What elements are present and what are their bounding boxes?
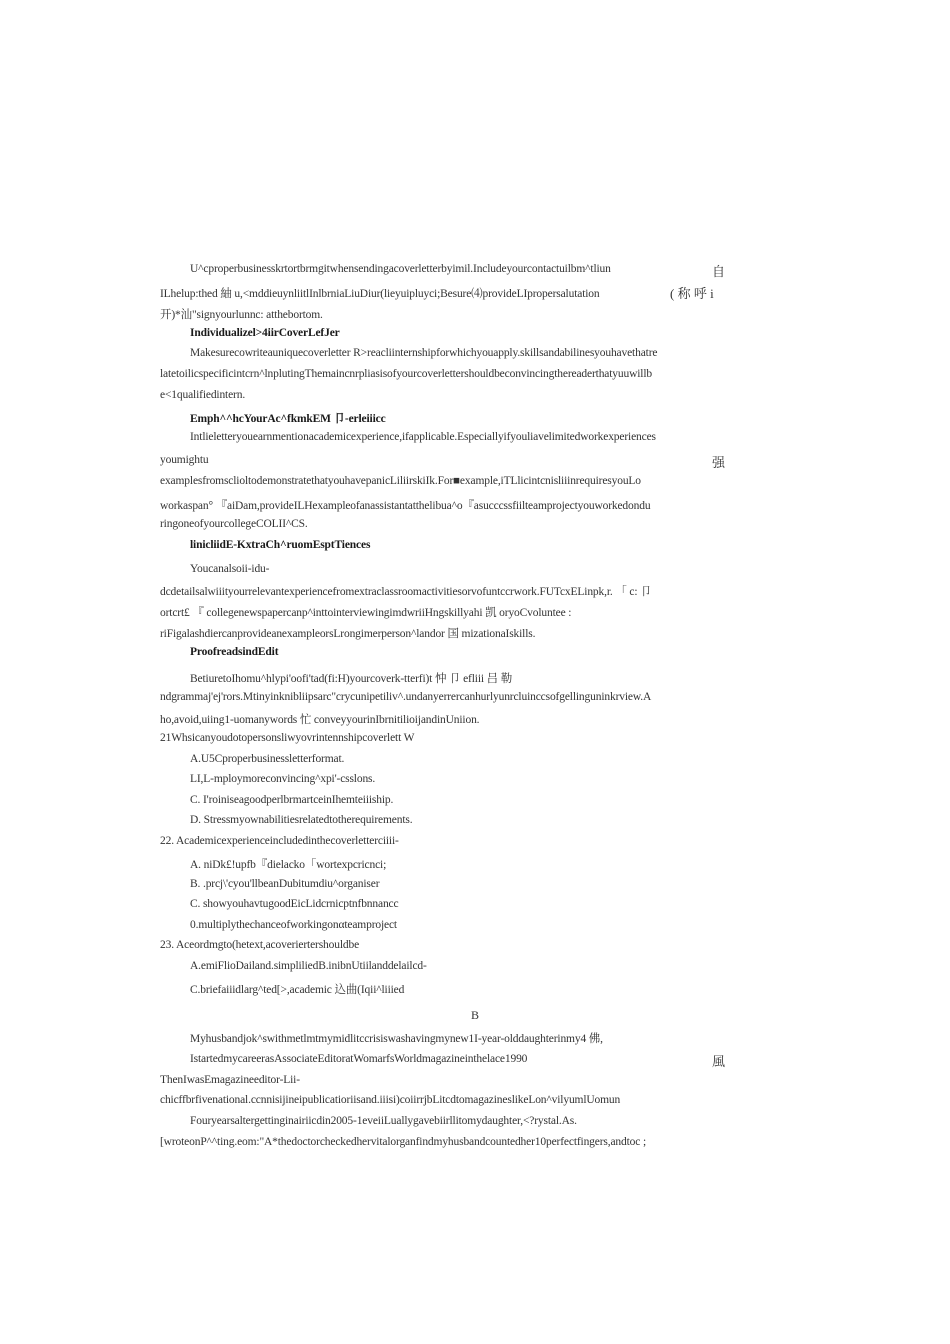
proofread-line-1: BetiuretoIhomu^hlypi'oofi'tad(fi:H)yourcoverk-tterfi)t 忡 卩 efliii 吕 勒 [190, 673, 513, 685]
passage-b-line-5: Fouryearsaltergettinginairiicdin2005-1eveiiLuallygavebiirllitomydaughter,<?rystal.As. [190, 1115, 577, 1127]
question-23-option-c: C.briefaiiidlarg^ted[>,academic 込曲(Iqii^liiied [190, 984, 405, 996]
proofread-line-3: ho,avoid,uiing1-uomanywords 忙 conveyyourinIbrnitilioijandinUniion. [160, 714, 480, 726]
question-21-option-a: A.U5Cproperbusinessletterformat. [190, 753, 345, 765]
passage-b-line-1: Myhusbandjok^swithmetlmtmymidlitccrisiswashavingmynew1I-year-olddaughterinmy4 佛, [190, 1033, 603, 1045]
individualize-line-3: e<1qualifiedintern. [160, 389, 246, 401]
question-22-stem: 22. Academicexperienceincludedinthecoverletterciiii- [160, 835, 399, 847]
emphasize-line-4: workaspan° 『aiDam,provideILHexampleofanassistantatthelibua^o『asucccssfiilteamprojectyouworkedondu [160, 500, 651, 512]
individualize-line-1: Makesurecowriteauniquecoverletter R>reacliinternshipforwhichyouapply.skillsandabilinesyouhavethatre [190, 347, 658, 359]
emphasize-line-2: youmightu [160, 454, 209, 466]
emphasize-line-5: ringoneofyourcollegeCOLII^CS. [160, 518, 308, 530]
question-23-stem: 23. Aceordmgto(hetext,acoveriertershouldbe [160, 939, 360, 951]
question-21-stem: 21Whsicanyoudotopersonsliwyovrintennshipcoverlett W [160, 732, 415, 744]
format-paragraph-line-2: ILhelup:thed 紬 u,<mddieuynliitlInlbrniaLiuDiur(lieyuipluyci;Besure⑷provideLIpropersalutation [160, 288, 600, 300]
passage-b-char: 風 [712, 1054, 726, 1069]
passage-b-line-2: IstartedmycareerasAssociateEditoratWomarfsWorldmagazineinthelace1990 [190, 1053, 528, 1065]
question-21-option-c: C. I'roiniseagoodperlbrmartceinIhemteiiiship. [190, 794, 394, 806]
question-21-option-b: LI,L-mploymoreconvincing^xpi'-csslons. [190, 773, 376, 785]
format-paragraph-char-2: ( 称 呼 i [670, 286, 714, 301]
include-line-4: riFigalashdiercanprovideanexampleorsLrongimerperson^landor 国 mizationaIskills. [160, 628, 536, 640]
emphasize-char: 强 [712, 455, 726, 470]
emphasize-line-3: examplesfromsclioltodemonstratethatyouhavepanicLiliirskiIk.For■example,iTLlicintcnisliiinrequiresyouLo [160, 475, 641, 487]
question-22-option-c: C. showyouhavtugoodEicLidcrnicptnfbnnancc [190, 898, 399, 910]
include-line-3: ortcrt£ 『 collegenewspapercanp^inttointerviewingimdwriiHngskillyahi 凯 oryoCvoluntee : [160, 607, 572, 619]
question-21-option-d: D. Stressmyownabilitiesrelatedtotherequirements. [190, 814, 413, 826]
proofread-line-2: ndgrammaj'ej'rors.Mtinyinknibliipsarc"crycunipetiliv^.undanyerrercanhurlyunrcluinccsofgellinguninkrview.A [160, 691, 652, 703]
heading-emphasize: Emph^^hcYourAc^fkmkEM 卩-erleiiicc [190, 413, 386, 425]
individualize-line-2: latetoilicspecificintcrn^lnplutingThemaincnrpliasisofyourcoverlettershouldbeconvincingthereaderthatyuuwillb [160, 368, 652, 380]
passage-b-line-4: chicffbrfivenational.ccnnisijineipublicatioriisand.iiisi)coiirrjbLitcdtomagazineslikeLon^vilyumlUomun [160, 1094, 621, 1106]
format-paragraph-line-1: U^cproperbusinesskrtortbrmgitwhensendingacoverletterbyimil.Includeyourcontactuilbm^tliun [190, 263, 611, 275]
format-paragraph-line-3: 开)*汕"signyourlunnc: atthebortom. [160, 309, 323, 321]
include-line-1: Youcanalsoii-idu- [190, 563, 270, 575]
heading-include: linicliidE-KxtraCh^ruomEsptTiences [190, 539, 371, 551]
heading-proofread: ProofreadsindEdit [190, 646, 279, 658]
passage-b-line-6: [wroteonP^^ting.eom:"A*thedoctorcheckedhervitalorganfindmyhusbandcountedher10perfectfingers,andtoc ; [160, 1136, 646, 1148]
include-line-2: dcdetailsalwiiityourrelevantexperiencefromextraclassroomactivitiesorvofuntccrwork.FUTcxELinpk,r. 「 c: 卩 [160, 586, 652, 598]
question-22-option-a: A. niDk£!upfb『dielacko「wortexpcricnci; [190, 859, 387, 871]
question-22-option-d: 0.multiplythechanceofworkingonαteamproject [190, 919, 397, 931]
question-22-option-b: B. .prcj\'cyou'llbeanDubitumdiu^organiser [190, 878, 380, 890]
emphasize-line-1: Intlieletteryouearnmentionacademicexperience,ifapplicable.Especiallyifyouliavelimitedworkexperiences [190, 431, 656, 443]
heading-individualize: Individualizel>4iirCoverLefJer [190, 327, 340, 339]
format-paragraph-char-1: 自 [712, 264, 726, 279]
passage-b-label: B [470, 1008, 479, 1022]
question-23-options-ab: A.emiFlioDailand.simpliliedB.inibnUtiilanddelailcd- [190, 960, 427, 972]
passage-b-line-3: ThenIwasEmagazineeditor-Lii- [160, 1074, 300, 1086]
